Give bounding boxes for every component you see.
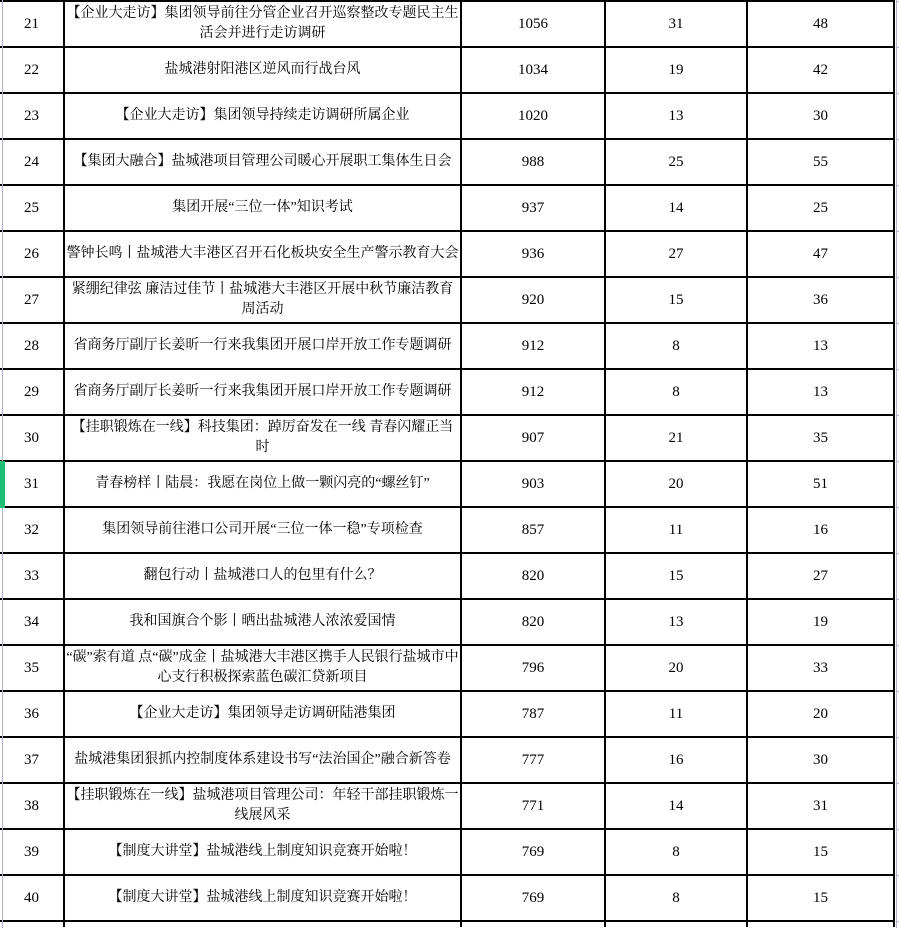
value-cell-1[interactable]: 777: [462, 738, 606, 782]
table-row: [0, 232, 895, 278]
title-cell[interactable]: 青春榜样丨陆晨：我愿在岗位上做一颗闪亮的“螺丝钉”: [65, 462, 462, 506]
value-cell-3[interactable]: 35: [748, 416, 895, 460]
table-row: [0, 370, 895, 416]
title-cell[interactable]: 盐城港集团狠抓内控制度体系建设书写“法治国企”融合新答卷: [65, 738, 462, 782]
row-number-cell[interactable]: 32: [0, 508, 65, 552]
row-number-cell[interactable]: [0, 922, 65, 927]
value-cell-2[interactable]: 11: [606, 692, 748, 736]
value-cell-2[interactable]: 25: [606, 140, 748, 184]
row-number-cell[interactable]: 34: [0, 600, 65, 644]
selection-marker: [0, 461, 5, 508]
title-cell[interactable]: 省商务厅副厅长姜昕一行来我集团开展口岸开放工作专题调研: [65, 324, 462, 368]
value-cell-1[interactable]: 769: [462, 876, 606, 920]
title-cell[interactable]: 【企业大走访】集团领导前往分管企业召开巡察整改专题民主生活会并进行走访调研: [65, 2, 462, 46]
table-row: [0, 784, 895, 830]
title-cell[interactable]: “碳”索有道 点“碳”成金丨盐城港大丰港区携手人民银行盐城市中心支行积极探索蓝色碳汇贷新项目: [65, 646, 462, 690]
value-cell-3[interactable]: 25: [748, 186, 895, 230]
title-cell[interactable]: 我和国旗合个影丨晒出盐城港人浓浓爱国情: [65, 600, 462, 644]
value-cell-2[interactable]: 8: [606, 876, 748, 920]
value-cell-3[interactable]: 15: [748, 830, 895, 874]
row-number-cell[interactable]: 38: [0, 784, 65, 828]
value-cell-1[interactable]: 907: [462, 416, 606, 460]
row-number-cell[interactable]: 23: [0, 94, 65, 138]
value-cell-3[interactable]: 27: [748, 554, 895, 598]
value-cell-3[interactable]: 47: [748, 232, 895, 276]
table-row: [0, 94, 895, 140]
value-cell-3[interactable]: 16: [748, 508, 895, 552]
table-row: [0, 278, 895, 324]
value-cell-2[interactable]: 20: [606, 462, 748, 506]
value-cell-2[interactable]: 15: [606, 554, 748, 598]
title-cell[interactable]: 集团领导前往港口公司开展“三位一体一稳”专项检查: [65, 508, 462, 552]
title-cell[interactable]: 【制度大讲堂】盐城港线上制度知识竞赛开始啦！: [65, 830, 462, 874]
value-cell-2[interactable]: 14: [606, 784, 748, 828]
value-cell-3[interactable]: 33: [748, 646, 895, 690]
value-cell-1[interactable]: 820: [462, 554, 606, 598]
value-cell-2[interactable]: 11: [606, 508, 748, 552]
title-cell[interactable]: 【集团大融合】盐城港项目管理公司暖心开展职工集体生日会: [65, 140, 462, 184]
value-cell-2[interactable]: 8: [606, 324, 748, 368]
table-row: [0, 554, 895, 600]
table-row: [0, 2, 895, 48]
table-row: [0, 140, 895, 186]
title-cell[interactable]: 【制度大讲堂】盐城港线上制度知识竞赛开始啦！: [65, 876, 462, 920]
table-row: [0, 186, 895, 232]
value-cell-3[interactable]: 48: [748, 2, 895, 46]
value-cell-2[interactable]: 19: [606, 48, 748, 92]
value-cell-1[interactable]: 1020: [462, 94, 606, 138]
value-cell-3[interactable]: 51: [748, 462, 895, 506]
value-cell-2[interactable]: 14: [606, 186, 748, 230]
row-number-cell[interactable]: 24: [0, 140, 65, 184]
value-cell-1[interactable]: 787: [462, 692, 606, 736]
title-cell[interactable]: 集团开展“三位一体”知识考试: [65, 186, 462, 230]
table-row: [0, 416, 895, 462]
value-cell-1[interactable]: 857: [462, 508, 606, 552]
value-cell-2[interactable]: 20: [606, 646, 748, 690]
value-cell-1[interactable]: 988: [462, 140, 606, 184]
value-cell-2[interactable]: 16: [606, 738, 748, 782]
value-cell-1[interactable]: 912: [462, 370, 606, 414]
value-cell-1[interactable]: 771: [462, 784, 606, 828]
title-cell[interactable]: 省商务厅副厅长姜昕一行来我集团开展口岸开放工作专题调研: [65, 370, 462, 414]
value-cell-3[interactable]: 30: [748, 738, 895, 782]
table-row: [0, 600, 895, 646]
value-cell-1[interactable]: 903: [462, 462, 606, 506]
row-number-cell[interactable]: 36: [0, 692, 65, 736]
table-row: [0, 830, 895, 876]
value-cell-3[interactable]: [748, 922, 895, 927]
title-cell[interactable]: 警钟长鸣丨盐城港大丰港区召开石化板块安全生产警示教育大会: [65, 232, 462, 276]
value-cell-2[interactable]: [606, 922, 748, 927]
title-cell[interactable]: 【企业大走访】集团领导走访调研陆港集团: [65, 692, 462, 736]
value-cell-3[interactable]: 55: [748, 140, 895, 184]
value-cell-1[interactable]: 1056: [462, 2, 606, 46]
value-cell-1[interactable]: 920: [462, 278, 606, 322]
value-cell-1[interactable]: 796: [462, 646, 606, 690]
row-number-cell[interactable]: 37: [0, 738, 65, 782]
table-row-partial: [0, 922, 895, 927]
row-number-cell[interactable]: 40: [0, 876, 65, 920]
value-cell-1[interactable]: 820: [462, 600, 606, 644]
title-cell[interactable]: 翻包行动丨盐城港口人的包里有什么？: [65, 554, 462, 598]
table-row: [0, 462, 895, 508]
row-number-cell[interactable]: 25: [0, 186, 65, 230]
row-number-cell[interactable]: 22: [0, 48, 65, 92]
table-row: [0, 738, 895, 784]
table-row: [0, 324, 895, 370]
row-number-cell[interactable]: 28: [0, 324, 65, 368]
value-cell-3[interactable]: 30: [748, 94, 895, 138]
row-number-cell[interactable]: 31: [0, 462, 65, 506]
value-cell-2[interactable]: 31: [606, 2, 748, 46]
value-cell-3[interactable]: 42: [748, 48, 895, 92]
title-cell[interactable]: 盐城港射阳港区逆风而行战台风: [65, 48, 462, 92]
value-cell-2[interactable]: 27: [606, 232, 748, 276]
value-cell-3[interactable]: 15: [748, 876, 895, 920]
row-number-cell[interactable]: 33: [0, 554, 65, 598]
title-cell[interactable]: 【挂职锻炼在一线】科技集团：踔厉奋发在一线 青春闪耀正当时: [65, 416, 462, 460]
value-cell-1[interactable]: 937: [462, 186, 606, 230]
value-cell-1[interactable]: 936: [462, 232, 606, 276]
value-cell-1[interactable]: [462, 922, 606, 927]
title-cell[interactable]: 【企业大走访】集团领导持续走访调研所属企业: [65, 94, 462, 138]
row-number-cell[interactable]: 26: [0, 232, 65, 276]
value-cell-2[interactable]: 21: [606, 416, 748, 460]
table-row: [0, 48, 895, 94]
value-cell-3[interactable]: 19: [748, 600, 895, 644]
row-number-cell[interactable]: 30: [0, 416, 65, 460]
table-row: [0, 646, 895, 692]
value-cell-3[interactable]: 31: [748, 784, 895, 828]
value-cell-2[interactable]: 13: [606, 600, 748, 644]
value-cell-1[interactable]: 912: [462, 324, 606, 368]
row-number-cell[interactable]: 27: [0, 278, 65, 322]
row-number-cell[interactable]: 29: [0, 370, 65, 414]
row-number-cell[interactable]: 35: [0, 646, 65, 690]
row-number-cell[interactable]: 39: [0, 830, 65, 874]
row-number-cell[interactable]: 21: [0, 2, 65, 46]
title-cell[interactable]: 【挂职锻炼在一线】盐城港项目管理公司：年轻干部挂职锻炼一线展风采: [65, 784, 462, 828]
value-cell-3[interactable]: 13: [748, 324, 895, 368]
value-cell-3[interactable]: 36: [748, 278, 895, 322]
table-row: [0, 876, 895, 922]
value-cell-2[interactable]: 8: [606, 370, 748, 414]
table-row: [0, 508, 895, 554]
value-cell-2[interactable]: 15: [606, 278, 748, 322]
value-cell-1[interactable]: 1034: [462, 48, 606, 92]
title-cell[interactable]: 紧绷纪律弦 廉洁过佳节丨盐城港大丰港区开展中秋节廉洁教育周活动: [65, 278, 462, 322]
value-cell-3[interactable]: 13: [748, 370, 895, 414]
value-cell-3[interactable]: 20: [748, 692, 895, 736]
value-cell-1[interactable]: 769: [462, 830, 606, 874]
value-cell-2[interactable]: 13: [606, 94, 748, 138]
table-row: [0, 692, 895, 738]
title-cell[interactable]: [65, 922, 462, 927]
value-cell-2[interactable]: 8: [606, 830, 748, 874]
